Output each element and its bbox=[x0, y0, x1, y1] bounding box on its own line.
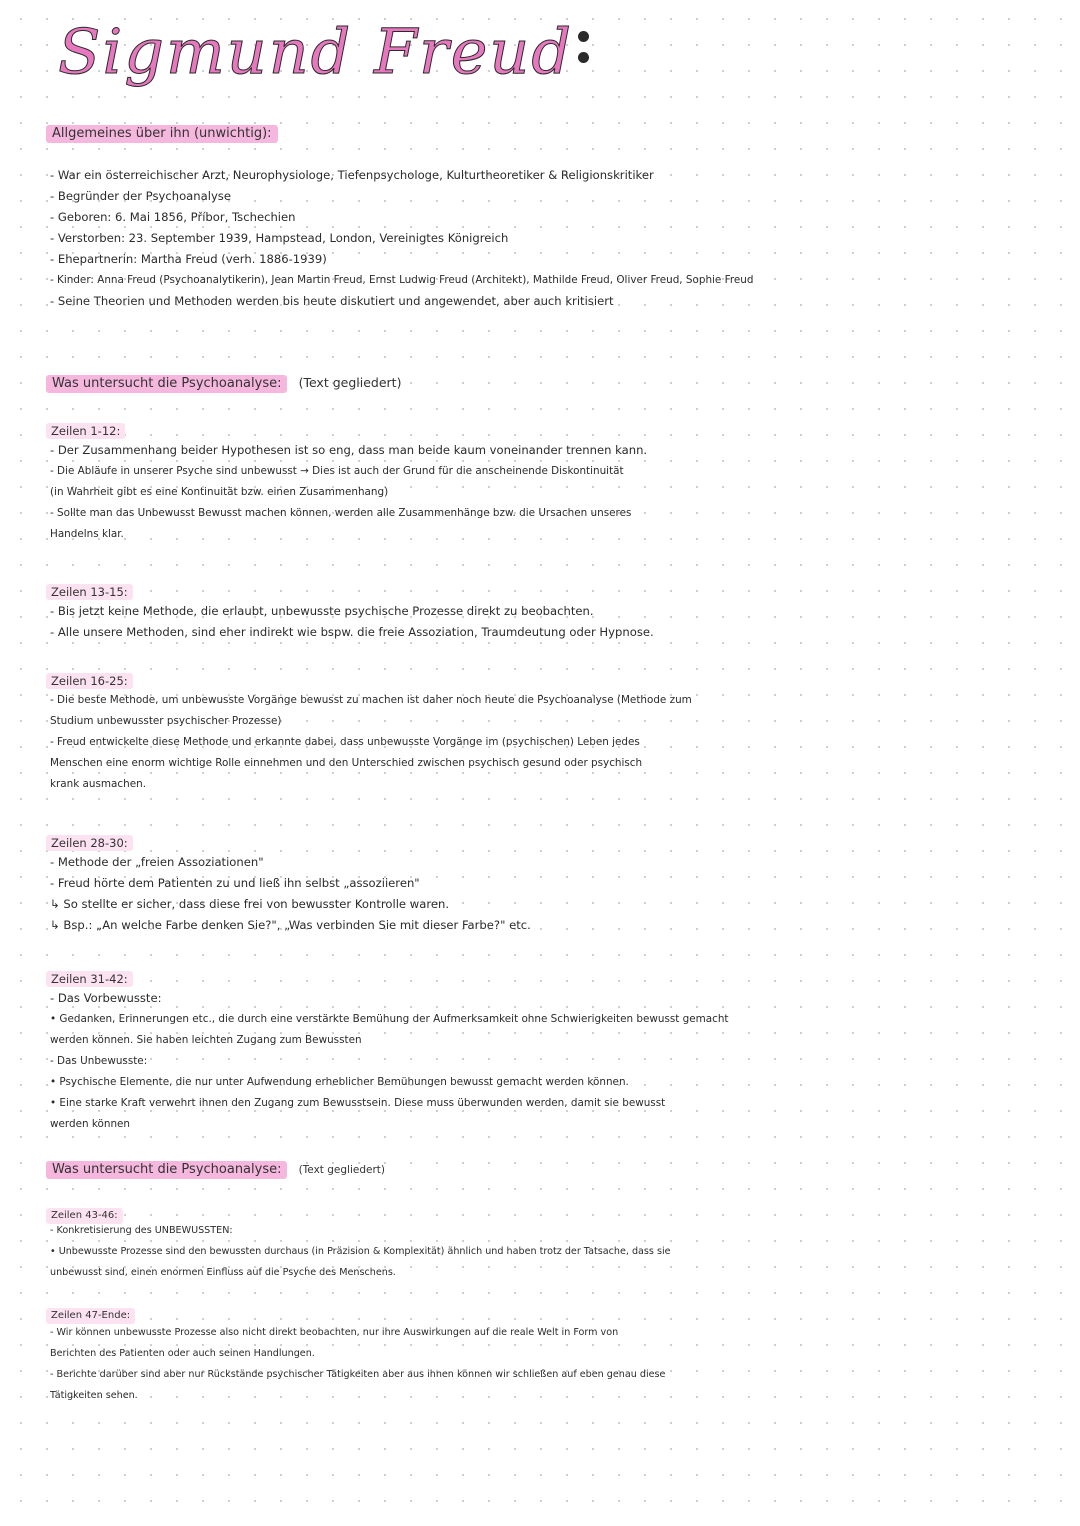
part-line: • Gedanken, Erinnerungen etc., die durch eine verstärkte Bemühung der Aufmerksamkeit ohne Schwierigkeiten bewusst gemacht bbox=[50, 1013, 729, 1025]
general-line: - Verstorben: 23. September 1939, Hampstead, London, Vereinigtes Königreich bbox=[50, 231, 509, 245]
part-line: (in Wahrheit gibt es eine Kontinuität bzw. einen Zusammenhang) bbox=[50, 486, 389, 498]
section-general-heading bbox=[46, 122, 278, 143]
part-line: - Wir können unbewusste Prozesse also nicht direkt beobachten, nur ihre Auswirkungen auf die reale Welt in Form von bbox=[50, 1327, 619, 1338]
section-psychoanalysis-2-note: (Text gegliedert) bbox=[298, 1164, 385, 1176]
part-line: Menschen eine enorm wichtige Rolle einnehmen und den Unterschied zwischen psychisch gesund oder psychisch bbox=[50, 757, 643, 769]
part-line: ↳ Bsp.: „An welche Farbe denken Sie?", „Was verbinden Sie mit dieser Farbe?" etc. bbox=[50, 918, 531, 932]
title-area bbox=[58, 12, 590, 102]
part-label-1 bbox=[46, 420, 125, 439]
part-line: - Freud entwickelte diese Methode und erkannte dabei, dass unbewusste Vorgänge im (psychischen) Leben jedes bbox=[50, 736, 640, 748]
part-label-7 bbox=[46, 1303, 135, 1324]
section-psychoanalysis-2-heading bbox=[46, 1158, 385, 1179]
part-label: Zeilen 31-42: bbox=[46, 971, 133, 987]
part-line: - Der Zusammenhang beider Hypothesen ist so eng, dass man beide kaum voneinander trennen kann. bbox=[50, 443, 648, 457]
part-line: - Konkretisierung des UNBEWUSSTEN: bbox=[50, 1225, 233, 1236]
part-label: Zeilen 16-25: bbox=[46, 673, 133, 689]
section-psychoanalysis-heading bbox=[46, 372, 401, 393]
section-general-title: Allgemeines über ihn (unwichtig): bbox=[46, 125, 278, 143]
part-label: Zeilen 47-Ende: bbox=[46, 1308, 135, 1324]
section-general-body bbox=[50, 165, 850, 312]
part-line: - Berichte darüber sind aber nur Rückstände psychischer Tätigkeiten aber aus ihnen können wir schließen auf eben genau diese bbox=[50, 1369, 666, 1380]
part-body-4 bbox=[50, 852, 850, 936]
part-line: - Sollte man das Unbewusst Bewusst machen können, werden alle Zusammenhänge bzw. die Ursachen unseres bbox=[50, 507, 632, 519]
part-line: - Alle unsere Methoden, sind eher indirekt wie bspw. die freie Assoziation, Traumdeutung oder Hypnose. bbox=[50, 625, 654, 639]
part-body-1 bbox=[50, 440, 850, 545]
part-line: • Unbewusste Prozesse sind den bewussten durchaus (in Präzision & Komplexität) ähnlich und haben trotz der Tatsache, dass sie bbox=[50, 1246, 671, 1257]
section-psychoanalysis-note: (Text gegliedert) bbox=[298, 375, 402, 390]
part-line: - Freud hörte dem Patienten zu und ließ ihn selbst „assoziieren" bbox=[50, 876, 420, 890]
section-psychoanalysis-2-title: Was untersucht die Psychoanalyse: bbox=[46, 1161, 287, 1179]
part-label: Zeilen 13-15: bbox=[46, 584, 133, 600]
part-label: Zeilen 1-12: bbox=[46, 423, 125, 439]
part-body-5 bbox=[50, 988, 850, 1135]
part-line: - Die Abläufe in unserer Psyche sind unbewusst → Dies ist auch der Grund für die anscheinende Diskontinuität bbox=[50, 465, 624, 477]
part-body-2 bbox=[50, 601, 850, 643]
part-line: • Eine starke Kraft verwehrt ihnen den Zugang zum Bewusstsein. Diese muss überwunden werden, damit sie bewusst bbox=[50, 1097, 666, 1109]
part-line: werden können bbox=[50, 1118, 131, 1130]
part-label: Zeilen 28-30: bbox=[46, 835, 133, 851]
part-line: krank ausmachen. bbox=[50, 778, 146, 790]
part-line: - Das Vorbewusste: bbox=[50, 991, 162, 1005]
part-line: Handelns klar. bbox=[50, 528, 124, 540]
general-line: - Kinder: Anna Freud (Psychoanalytikerin), Jean Martin Freud, Ernst Ludwig Freud (Architekt), Mathilde Freud, Oliver Freud, Sophie Freud bbox=[50, 274, 754, 286]
page-title: Sigmund Freud bbox=[58, 15, 574, 88]
part-line: unbewusst sind, einen enormen Einfluss auf die Psyche des Menschens. bbox=[50, 1267, 396, 1278]
part-body-3 bbox=[50, 690, 850, 795]
part-line: Studium unbewusster psychischer Prozesse) bbox=[50, 715, 282, 727]
part-line: werden können. Sie haben leichten Zugang zum Bewussten bbox=[50, 1034, 362, 1046]
part-label-2 bbox=[46, 581, 133, 600]
part-line: - Bis jetzt keine Methode, die erlaubt, unbewusste psychische Prozesse direkt zu beobachten. bbox=[50, 604, 594, 618]
part-label-4 bbox=[46, 832, 133, 851]
general-line: - Ehepartnerin: Martha Freud (verh. 1886-1939) bbox=[50, 252, 327, 266]
part-body-7 bbox=[50, 1322, 850, 1406]
part-label-3 bbox=[46, 670, 133, 689]
part-label-5 bbox=[46, 968, 133, 987]
part-line: - Die beste Methode, um unbewusste Vorgänge bewusst zu machen ist daher noch heute die Psychoanalyse (Methode zum bbox=[50, 694, 692, 706]
general-line: - Begründer der Psychoanalyse bbox=[50, 189, 231, 203]
part-line: - Methode der „freien Assoziationen" bbox=[50, 855, 264, 869]
part-line: ↳ So stellte er sicher, dass diese frei von bewusster Kontrolle waren. bbox=[50, 897, 449, 911]
section-psychoanalysis-title: Was untersucht die Psychoanalyse: bbox=[46, 375, 287, 393]
part-line: Tätigkeiten sehen. bbox=[50, 1390, 138, 1401]
general-line: - Geboren: 6. Mai 1856, Příbor, Tschechien bbox=[50, 210, 296, 224]
part-line: • Psychische Elemente, die nur unter Aufwendung erheblicher Bemühungen bewusst gemacht werden können. bbox=[50, 1076, 629, 1088]
part-line: - Das Unbewusste: bbox=[50, 1055, 148, 1067]
general-line: - War ein österreichischer Arzt, Neurophysiologe, Tiefenpsychologe, Kulturtheoretiker & Religionskritiker bbox=[50, 168, 654, 182]
part-line: Berichten des Patienten oder auch seinen Handlungen. bbox=[50, 1348, 315, 1359]
title-colon bbox=[578, 21, 590, 73]
general-line: - Seine Theorien und Methoden werden bis heute diskutiert und angewendet, aber auch kritisiert bbox=[50, 294, 614, 308]
part-label: Zeilen 43-46: bbox=[46, 1208, 123, 1224]
part-body-6 bbox=[50, 1220, 850, 1283]
